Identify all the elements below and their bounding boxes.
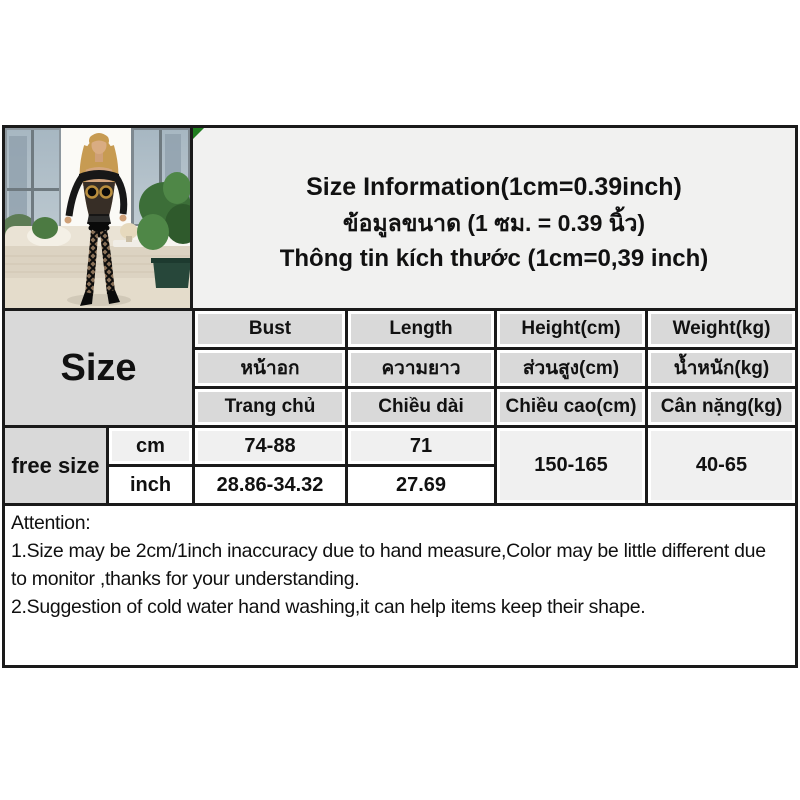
value-height-range: 150-165: [497, 428, 645, 503]
green-corner-marker-icon: [193, 128, 204, 139]
unit-inch: inch: [109, 467, 192, 503]
unit-cm: cm: [109, 428, 192, 464]
size-corner-cell: Size: [5, 311, 192, 425]
header-weight-th: น้ำหนัก(kg): [648, 350, 795, 386]
header-height-th: ส่วนสูง(cm): [497, 350, 645, 386]
value-bust-cm: 74-88: [195, 428, 345, 464]
header-length-vi: Chiều dài: [348, 389, 494, 425]
product-photo-illustration: [5, 128, 190, 308]
page-content: [2, 125, 798, 668]
header-bust-vi: Trang chủ: [195, 389, 345, 425]
title-vietnamese: Thông tin kích thước (1cm=0,39 inch): [279, 245, 709, 272]
attention-note-1: 1.Size may be 2cm/1inch inaccuracy due to hand measure,Color may be little different due to monitor ,thanks for your understanding.: [11, 540, 766, 590]
product-photo: [5, 128, 193, 308]
value-length-inch: 27.69: [348, 467, 494, 503]
header-weight-en: Weight(kg): [648, 311, 795, 347]
title-panel: [193, 128, 795, 308]
attention-heading: Attention:: [11, 512, 91, 534]
attention-note-2: 2.Suggestion of cold water hand washing,it can help items keep their shape.: [11, 596, 646, 618]
title-english: Size Information(1cm=0.39inch): [306, 173, 682, 201]
attention-box: [2, 503, 798, 668]
header-bust-en: Bust: [195, 311, 345, 347]
header-height-en: Height(cm): [497, 311, 645, 347]
header-length-th: ความยาว: [348, 350, 494, 386]
row-label-free-size: free size: [5, 428, 106, 503]
value-length-cm: 71: [348, 428, 494, 464]
value-weight-range: 40-65: [648, 428, 795, 503]
hero-section: [2, 125, 798, 311]
value-bust-inch: 28.86-34.32: [195, 467, 345, 503]
title-thai: ข้อมูลขนาด (1 ซม. = 0.39 นิ้ว): [342, 210, 646, 236]
size-table: [2, 308, 798, 506]
header-bust-th: หน้าอก: [195, 350, 345, 386]
header-weight-vi: Cân nặng(kg): [648, 389, 795, 425]
header-length-en: Length: [348, 311, 494, 347]
header-height-vi: Chiều cao(cm): [497, 389, 645, 425]
